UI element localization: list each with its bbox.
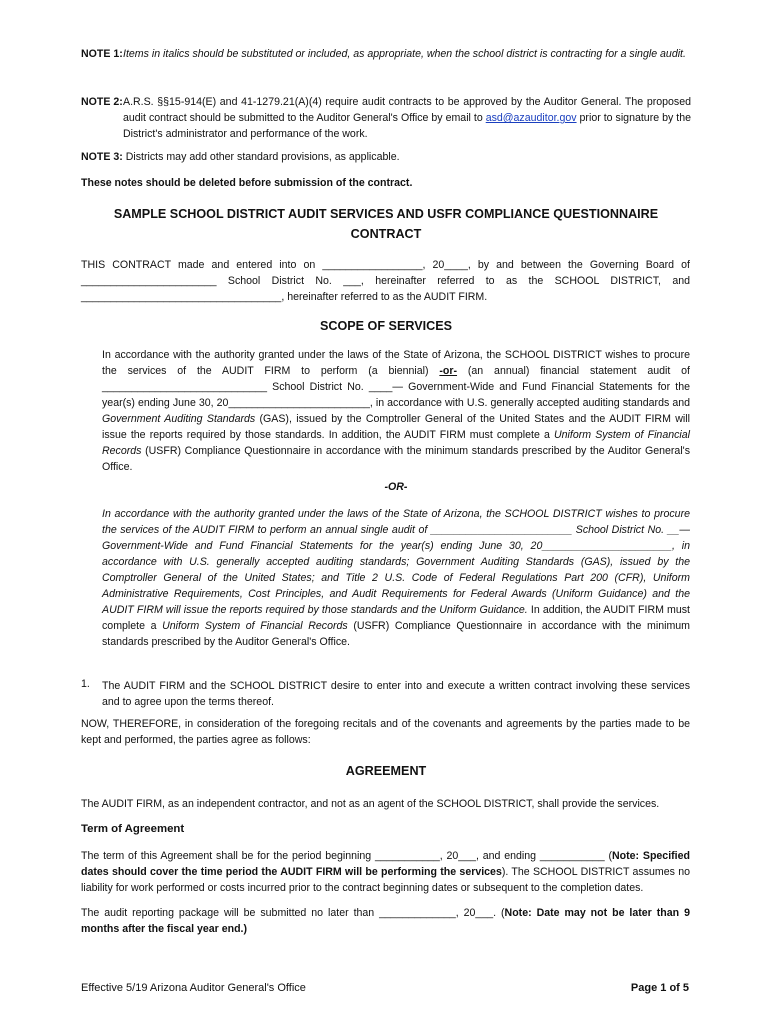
title-line-2: CONTRACT	[350, 227, 422, 241]
delete-notice: These notes should be deleted before submission of the contract.	[81, 177, 413, 189]
note-3	[81, 151, 400, 163]
scope-p2-usfr: Uniform System of Financial Records	[162, 620, 348, 632]
note-1-text: Items in italics should be substituted or included, as appropriate, when the school district is contracting for a single audit.	[123, 48, 686, 60]
term-b: ). The SCHOOL DISTRICT assumes no liability for work performed or costs incurred prior to the contract beginning dates or subsequent to the completion dates.	[81, 866, 690, 894]
footer-left: Effective 5/19 Arizona Auditor General's Office	[81, 982, 306, 994]
agreement-paragraph: The AUDIT FIRM, as an independent contractor, and not as an agent of the SCHOOL DISTRICT, shall provide the services.	[81, 798, 660, 810]
scope-p2-c: (USFR) Compliance Questionnaire in accordance with the minimum standards prescribed by the Auditor General's Office.	[102, 620, 691, 648]
note-1-label: NOTE 1:	[81, 48, 123, 60]
scope-p2-italic: In accordance with the authority granted under the laws of the State of Arizona, the SCHOOL DISTRICT wishes to procure the services of the AUDIT FIRM to perform an annual single audit of ________________________ School District No. __— Government-Wide and Fund Financial Statements for the year(s) ending June 30, 20______________________, in accordance with U.S. generally accepted auditing standards; Government Auditing Standards (GAS), issued by the Comptroller General of the United States; and Title 2 U.S. Code of Federal Regulations Part 200 (CFR), Uniform Administrative Requirements, Cost Principles, and Audit Requirements for Federal Awards (Uniform Guidance) and the AUDIT FIRM will issue the reports required by those standards and the Uniform Guidance.	[102, 508, 690, 616]
scope-paragraph-2	[102, 506, 690, 650]
or-separator: -OR-	[384, 481, 408, 493]
scope-p1-a: In accordance with the authority granted under the laws of the State of Arizona, the SCHOOL DISTRICT wishes to procure the services of the AUDIT FIRM to perform (a biennial)	[102, 349, 690, 377]
scope-p2-b: In addition, the AUDIT FIRM must complete a	[102, 604, 691, 632]
title-line-1: SAMPLE SCHOOL DISTRICT AUDIT SERVICES AND USFR COMPLIANCE QUESTIONNAIRE	[113, 207, 659, 221]
scope-p1-usfr: Uniform System of Financial Records	[102, 429, 691, 457]
scope-p1-c: (GAS), issued by the Comptroller General of the United States and the AUDIT FIRM will issue the reports required by those standards. In addition, the AUDIT FIRM must complete a	[102, 413, 690, 441]
now-therefore-paragraph: NOW, THEREFORE, in consideration of the foregoing recitals and of the covenants and agreements by the parties made to be kept and performed, the parties agree as follows:	[81, 718, 690, 746]
recital-text: The AUDIT FIRM and the SCHOOL DISTRICT desire to enter into and execute a written contract involving these services and to agree upon the terms thereof.	[102, 680, 690, 708]
note-2	[81, 94, 691, 142]
scope-paragraph-1	[102, 347, 690, 475]
scope-heading: SCOPE OF SERVICES	[319, 319, 453, 333]
note-2-text-a: A.R.S. §§15-914(E) and 41-1279.21(A)(4) require audit contracts to be approved by the Auditor General. The proposed audit contract should be submitted to the Auditor General's Office by email to	[123, 96, 691, 124]
note-2-body	[123, 94, 691, 142]
report-a: The audit reporting package will be submitted no later than _____________, 20___. (	[81, 907, 505, 919]
page-number: Page 1 of 5	[630, 982, 689, 994]
term-paragraph	[81, 848, 690, 896]
scope-p1-d: (USFR) Compliance Questionnaire in accordance with the minimum standards prescribed by the Auditor General's Office.	[102, 445, 690, 473]
intro-paragraph: THIS CONTRACT made and entered into on _________________, 20____, by and between the Governing Board of _______________________ School District No. ___, hereinafter referred to as the SCHOOL DISTRICT, and __________________________________, hereinafter referred to as the AUDIT FIRM.	[81, 259, 690, 303]
document-title	[81, 204, 691, 244]
term-note: Note: Specified dates should cover the time period the AUDIT FIRM will be performing the services	[81, 850, 690, 878]
scope-p1-gas: Government Auditing Standards	[102, 413, 256, 425]
scope-p1-or: -or-	[439, 365, 458, 377]
scope-p1-b: (an annual) financial statement audit of ____________________________ School District No. ____— Government-Wide and Fund Financial Statements for the year(s) ending June 30, 20________________________, in accordance with U.S. generally accepted auditing standards and	[102, 365, 690, 409]
report-note: Note: Date may not be later than 9 months after the fiscal year end.)	[81, 907, 690, 935]
agreement-heading: AGREEMENT	[345, 764, 427, 778]
note-2-label: NOTE 2:	[81, 96, 123, 108]
term-a: The term of this Agreement shall be for the period beginning ___________, 20___, and ending ___________ (	[81, 850, 612, 862]
note-3-label: NOTE 3:	[81, 151, 123, 163]
recital-number: 1.	[81, 678, 90, 690]
auditor-email-link[interactable]: asd@azauditor.gov	[485, 112, 577, 124]
note-1	[81, 46, 691, 62]
term-heading: Term of Agreement	[81, 823, 185, 835]
report-paragraph	[81, 905, 690, 937]
note-2-text-b: prior to signature by the District's administrator and performance of the work.	[123, 112, 691, 140]
note-3-text: Districts may add other standard provisions, as applicable.	[125, 151, 400, 163]
